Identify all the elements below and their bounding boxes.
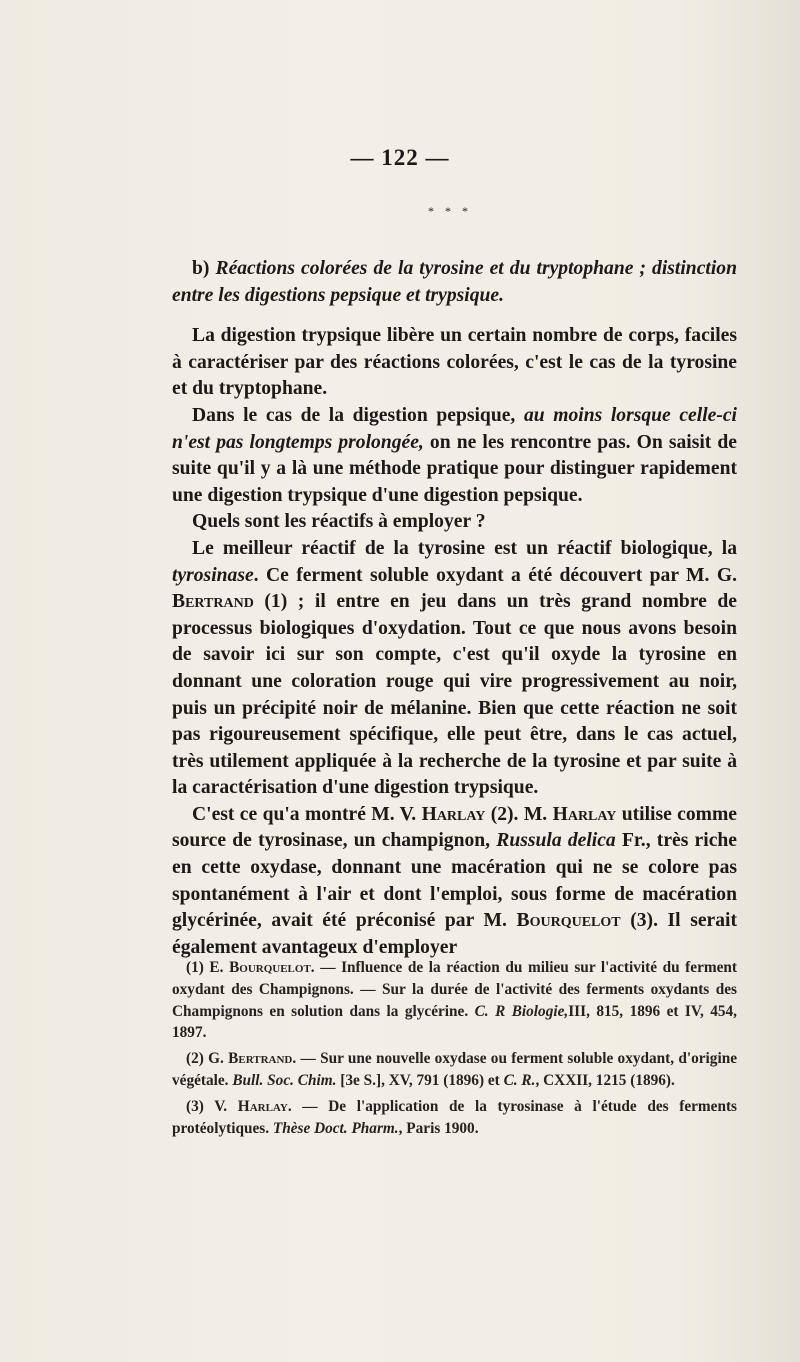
footnote-text: , Paris 1900.: [398, 1119, 479, 1137]
author-name: Bourquelot: [516, 910, 621, 932]
footnote-text: (2) G.: [186, 1050, 224, 1068]
footnote-text: . — Influence de la réaction du milieu sur l'activité du ferment oxydant des Champignons. — Sur la durée de l'activité des ferments oxydants des Champignons en solution dans la glycérine.: [172, 959, 737, 1020]
paragraph-text: on ne les rencontre pas. On saisit de suite qu'il y a là une méthode pratique pour distinguer rapidement une digestion trypsique d'une digestion pepsique.: [172, 431, 737, 506]
footnote-text: , CXXII, 1215 (1896).: [535, 1071, 675, 1089]
footnote-text: (3) V.: [186, 1097, 228, 1115]
paragraph-text: utilise comme source de tyrosinase, un champignon,: [172, 803, 737, 852]
footnote-1: [172, 957, 737, 1044]
footnote-3: [172, 1096, 737, 1140]
author-name: Harlay: [237, 1097, 288, 1115]
author-name: Harlay: [421, 803, 486, 825]
footnote-text: [3e S.], XV, 791 (1896) et: [340, 1071, 500, 1089]
section-label: b): [192, 258, 210, 279]
author-name: Bertrand: [228, 1050, 293, 1068]
paragraph-1: [172, 323, 737, 403]
author-name: Bourquelot: [229, 959, 311, 976]
journal-title: C. R.: [503, 1071, 536, 1089]
paragraph-text: (2). M.: [490, 803, 548, 825]
section-heading: [172, 256, 737, 309]
paragraph-text: . Ce ferment soluble oxydant a été découvert par M. G.: [253, 564, 737, 586]
footnote-2: [172, 1048, 737, 1092]
footnote-text: . — De l'application de la tyrosinase à l'étude des ferments protéolytiques.: [172, 1097, 737, 1137]
main-text: [172, 256, 737, 961]
paragraph-text: Le meilleur réactif de la tyrosine est un réactif biologique, la: [192, 537, 737, 559]
author-name: Bertrand: [172, 591, 254, 613]
footnotes: [172, 957, 737, 1143]
paragraph-text: Quels sont les réactifs à employer ?: [192, 511, 486, 533]
journal-title: Thèse Doct. Pharm.: [272, 1119, 399, 1137]
section-title: Réactions colorées de la tyrosine et du tryptophane ; distinction entre les digestions pepsique et trypsique.: [172, 258, 737, 306]
paragraph-emphasis: au moins lorsque celle-ci n'est pas longtemps prolongée,: [172, 404, 737, 453]
paragraph-text: (3). Il serait également avantageux d'employer: [172, 910, 738, 958]
paragraph-text: (1) ; il entre en jeu dans un très grand nombre de processus biologiques d'oxydation. Tout ce que nous avons besoin de savoir ici sur son compte, c'est qu'il oxyde la tyrosine en donnant une coloration rouge qui vire progressivement au noir, puis un précipité noir de mélanine. Bien que cette réaction ne soit pas rigoureusement spécifique, elle peut être, dans le cas actuel, très utilement appliquée à la recherche de la tyrosine et par suite à la caractérisation d'une digestion trypsique.: [172, 591, 737, 799]
paragraph-emphasis: tyrosinase: [172, 564, 254, 586]
paragraph-text: La digestion trypsique libère un certain nombre de corps, faciles à caractériser par des réactions colorées, c'est le cas de la tyrosine et du tryptophane.: [172, 325, 737, 400]
paragraph-4: [172, 536, 737, 802]
author-name: Harlay: [552, 803, 617, 825]
paragraph-5: [172, 802, 737, 962]
paragraph-text: C'est ce qu'a montré M. V.: [192, 803, 417, 825]
journal-title: Bull. Soc. Chim.: [232, 1071, 337, 1089]
footnote-text: III, 815, 1896 et IV, 454, 1897.: [172, 1002, 738, 1042]
ornament-asterism: * * *: [428, 204, 472, 218]
footnote-text: . — Sur une nouvelle oxydase ou ferment soluble oxydant, d'origine végétale.: [172, 1050, 738, 1089]
page-number: — 122 —: [350, 145, 450, 170]
paragraph-text: Fr., très riche en cette oxydase, donnant une macération qui ne se colore pas spontanément à l'air et dont l'emploi, sous forme de macération glycérinée, avait été préconisé par M.: [172, 830, 737, 932]
paragraph-text: Dans le cas de la digestion pepsique,: [192, 404, 516, 426]
footnote-text: (1) E.: [186, 959, 224, 976]
journal-title: C. R Biologie,: [474, 1002, 569, 1020]
species-name: Russula delica: [496, 830, 616, 852]
paragraph-2: [172, 403, 737, 509]
paragraph-3: [172, 509, 737, 536]
